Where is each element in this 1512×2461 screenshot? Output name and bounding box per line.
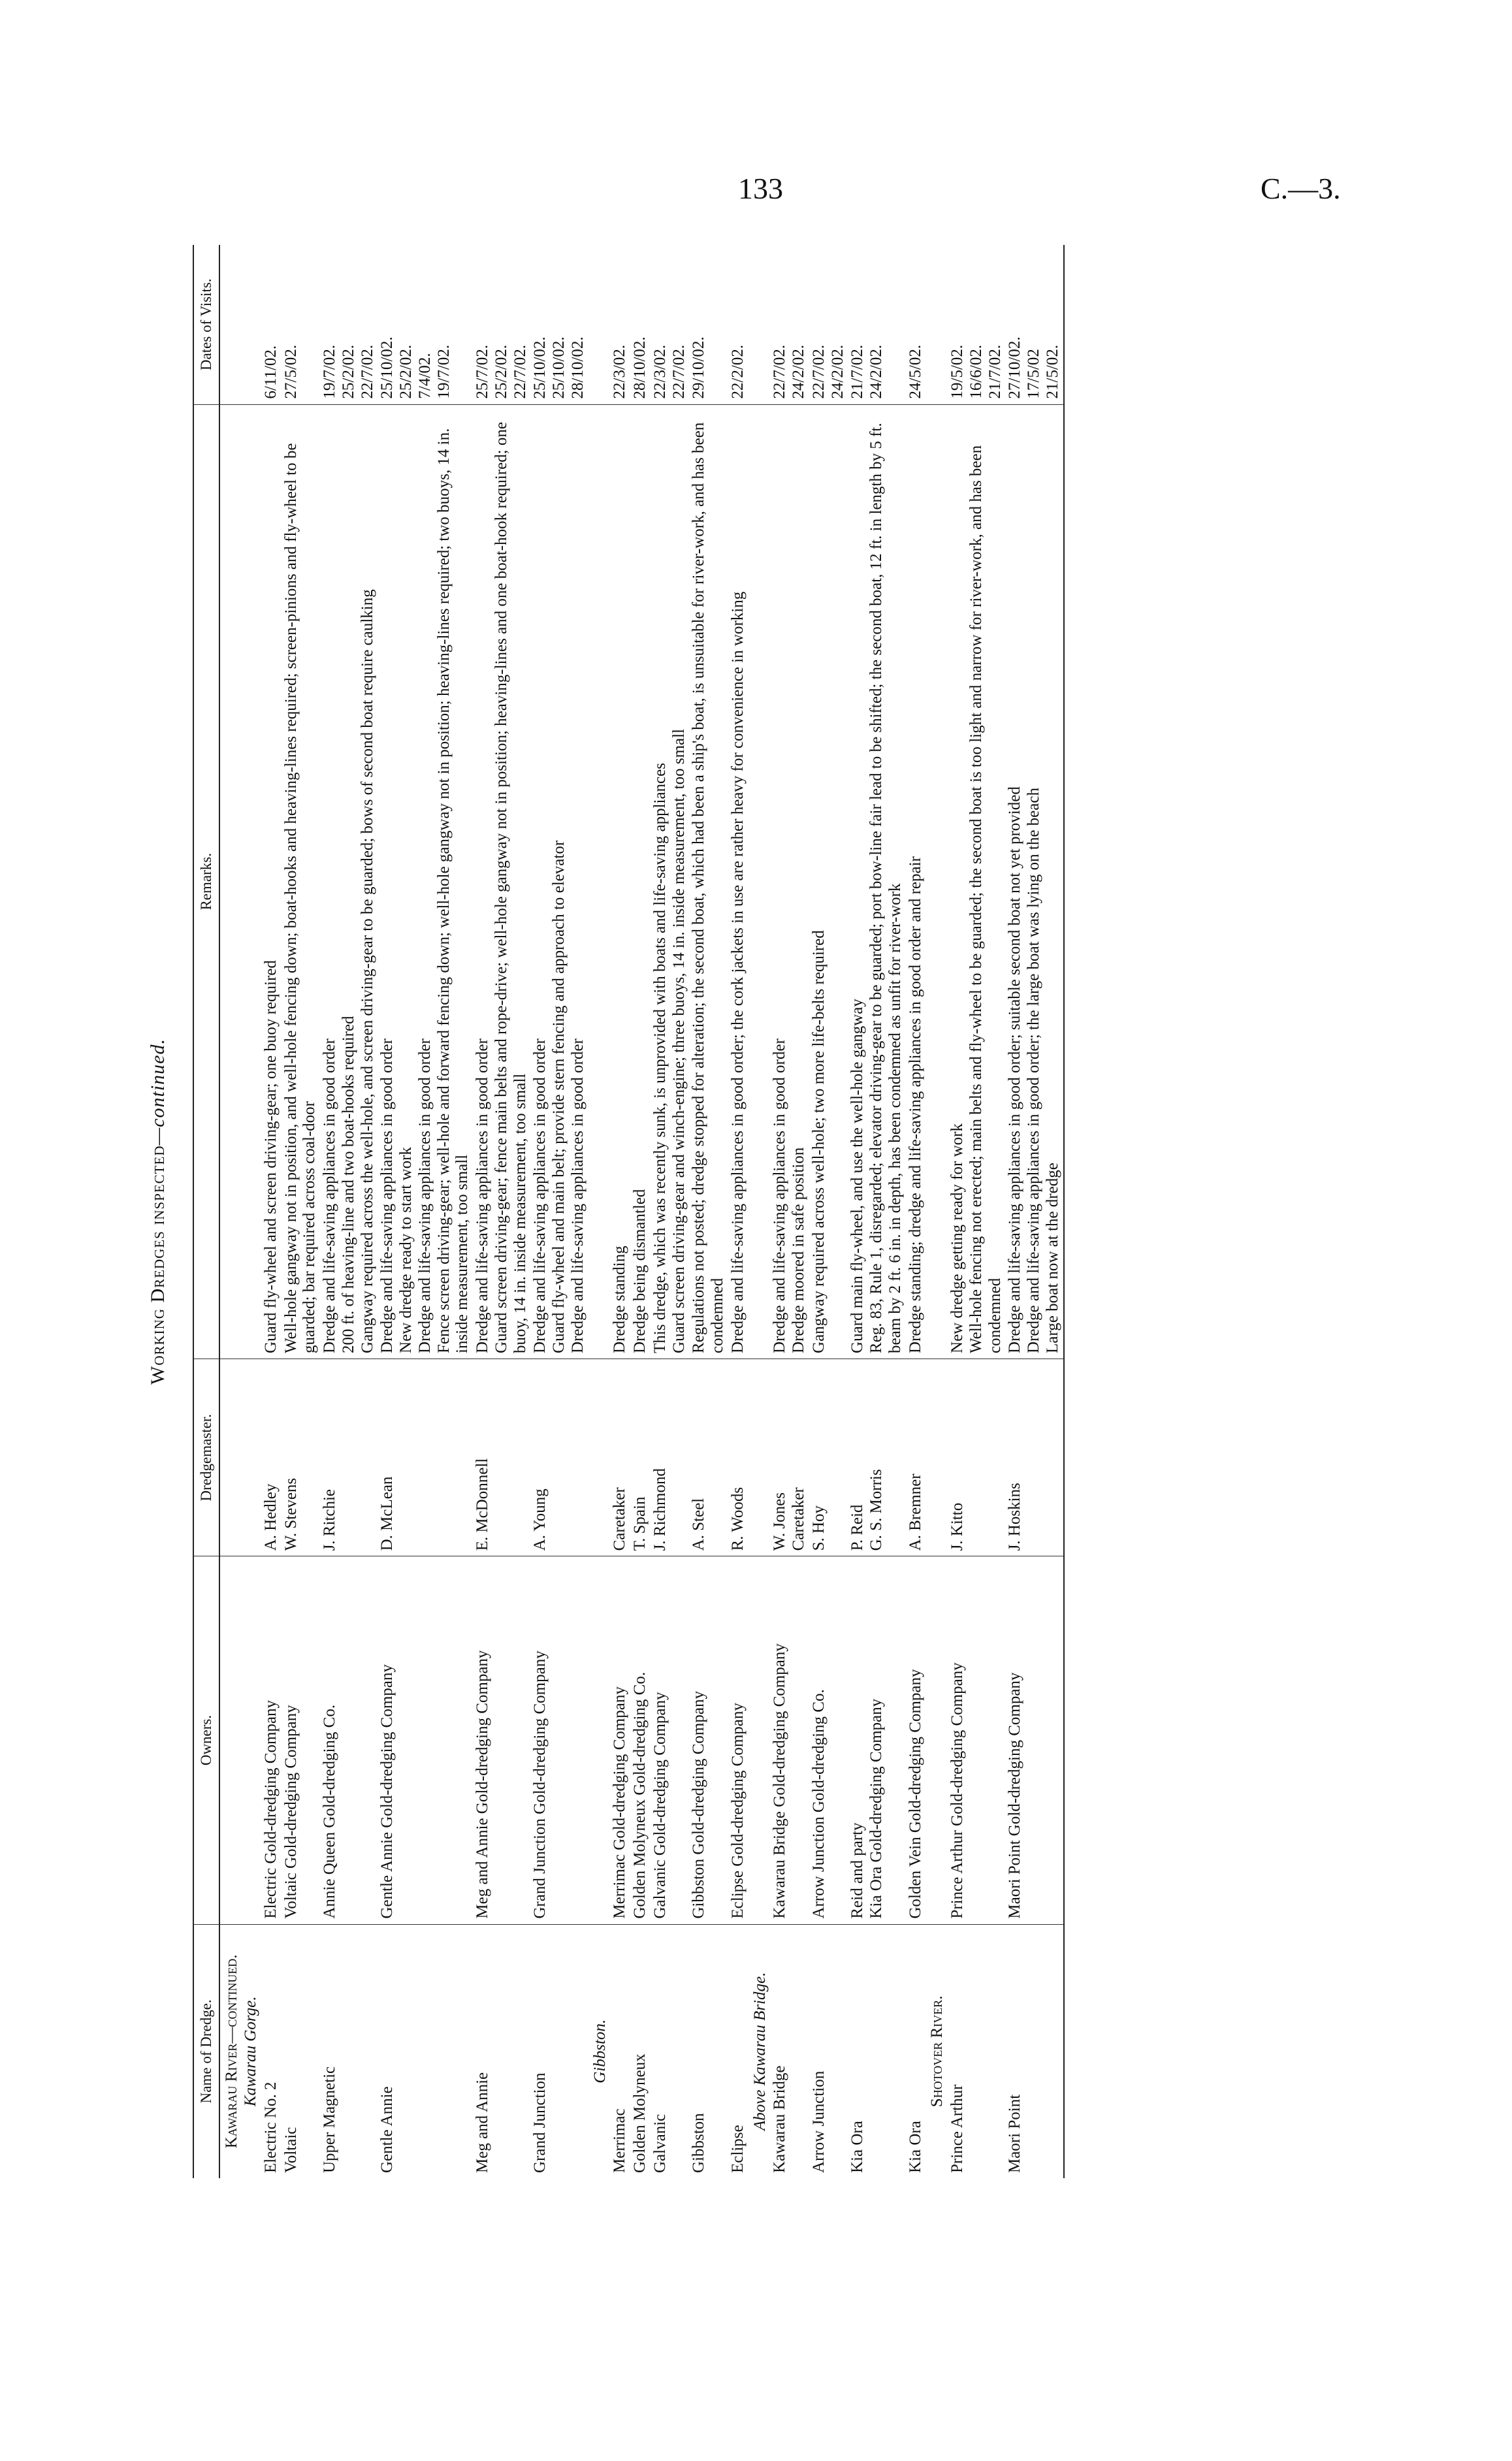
remarks-line: Guard main fly-wheel, and use the well-hole gangway: [848, 999, 867, 1353]
remarks-line: Dredge being dismantled: [631, 1189, 649, 1353]
empty-cell: [588, 245, 611, 404]
dredgemaster-line: P. Reid: [848, 1504, 867, 1551]
section-row: [748, 245, 771, 2178]
dredge-name: [651, 1924, 690, 2178]
dredgemaster-line: W. Stevens: [281, 1477, 300, 1551]
dredgemaster-cell: [809, 1359, 848, 1556]
owner-cell: [1005, 1556, 1063, 1924]
remarks-cell: [809, 404, 848, 1359]
remarks-line: Dredge and life-saving appliances in good order: [568, 1038, 587, 1353]
date-line: 16/6/02.: [967, 344, 985, 399]
owner-cell: [610, 1556, 630, 1924]
date-line: 22/7/02.: [669, 344, 688, 399]
empty-cell: [588, 1359, 611, 1556]
owner-line: Prince Arthur Gold-dredging Company: [948, 1662, 967, 1919]
empty-cell: [748, 245, 771, 404]
table-header-row: [193, 245, 219, 2178]
dates-cell: [651, 245, 690, 404]
empty-cell: [588, 1556, 611, 1924]
date-line: 25/10/02.: [531, 336, 549, 399]
dredge-name: [378, 1924, 473, 2178]
dredge-name-line: Kia Ora: [906, 2121, 924, 2173]
dates-cell: [320, 245, 378, 404]
dredgemaster-line: D. McLean: [378, 1476, 396, 1551]
dredgemaster-line: T. Spain: [631, 1496, 649, 1551]
owner-line: Kawarau Bridge Gold-dredging Company: [771, 1643, 789, 1919]
remarks-cell: [261, 404, 281, 1359]
owner-cell: [770, 1556, 809, 1924]
remarks-cell: [530, 404, 588, 1359]
empty-cell: [219, 245, 261, 404]
dredge-name: [610, 1924, 630, 2178]
dredgemaster-line: E. McDonnell: [474, 1458, 492, 1551]
dredge-name: [281, 1924, 321, 2178]
empty-cell: [925, 1359, 948, 1556]
empty-cell: [219, 404, 261, 1359]
remarks-line: Guard fly-wheel and main belt; provide stern fencing and approach to elevator: [550, 840, 568, 1353]
remarks-line: Large boat now at the dredge: [1043, 1163, 1061, 1353]
date-line: 24/5/02.: [906, 344, 924, 399]
date-line: 25/7/02.: [474, 344, 492, 399]
table-row: [1005, 245, 1063, 2178]
date-line: 25/10/02.: [378, 336, 396, 399]
date-line: 22/2/02.: [728, 344, 747, 399]
date-line: 6/11/02.: [261, 345, 280, 399]
dredge-name-line: Kia Ora: [848, 2121, 867, 2173]
remarks-cell: [948, 404, 1005, 1359]
dredge-name: [770, 1924, 809, 2178]
remarks-line: Dredge standing; dredge and life-saving appliances in good order and repair: [906, 856, 924, 1353]
dates-cell: [689, 245, 728, 404]
dredgemaster-cell: [473, 1359, 530, 1556]
dredgemaster-line: J. Richmond: [651, 1468, 669, 1551]
owner-cell: [261, 1556, 281, 1924]
dredgemaster-cell: [530, 1359, 588, 1556]
empty-cell: [588, 404, 611, 1359]
rotated-table-page: [147, 245, 1332, 2178]
dates-cell: [530, 245, 588, 404]
empty-cell: [748, 404, 771, 1359]
dates-cell: [848, 245, 905, 404]
dredge-name-line: Upper Magnetic: [321, 2066, 339, 2173]
date-line: 19/7/02.: [321, 344, 339, 399]
section-cell: [925, 1924, 948, 2178]
date-line: 22/3/02.: [651, 344, 669, 399]
owner-cell: [530, 1556, 588, 1924]
date-line: 22/7/02.: [358, 344, 376, 399]
dates-cell: [473, 245, 530, 404]
remarks-line: New dredge getting ready for work: [948, 1123, 967, 1353]
empty-cell: [925, 404, 948, 1359]
dredgemaster-line: J. Ritchie: [321, 1488, 339, 1551]
table-row: [320, 245, 378, 2178]
remarks-line: Dredge and life-saving appliances in good order: [771, 1038, 789, 1353]
table-row: [473, 245, 530, 2178]
table-row: [848, 245, 905, 2178]
remarks-cell: [848, 404, 905, 1359]
section-subtitle: Above Kawarau Bridge.: [750, 1972, 769, 2131]
dredge-name: [1005, 1924, 1063, 2178]
remarks-line: Fence screen driving-gear; well-hole and forward fencing down; well-hole gangway not in position; heaving-lines required; two buoys, 14 in. inside measurement, too small: [434, 428, 472, 1353]
dredgemaster-cell: [906, 1359, 926, 1556]
dredgemaster-line: A. Steel: [690, 1498, 708, 1551]
empty-cell: [748, 1359, 771, 1556]
owner-cell: [689, 1556, 728, 1924]
remarks-line: Dredge and life-saving appliances in good order; the large boat was lying on the beach: [1025, 788, 1043, 1353]
remarks-line: Dredge and life-saving appliances in good order; suitable second boat not yet provided: [1006, 786, 1024, 1353]
dredge-name-line: Kawarau Bridge: [771, 2065, 789, 2173]
section-cell: [588, 1924, 611, 2178]
table-row: [651, 245, 690, 2178]
remarks-cell: [728, 404, 748, 1359]
remarks-line: Guard screen driving-gear and winch-engine; three buoys, 14 in. inside measurement, too small: [669, 728, 688, 1353]
dredge-name-line: Gibbston: [690, 2113, 708, 2173]
empty-cell: [925, 1556, 948, 1924]
dredgemaster-line: A. Hedley: [261, 1483, 280, 1551]
date-line: 24/2/02.: [790, 344, 808, 399]
dredge-name-line: Golden Molyneux: [631, 2053, 649, 2173]
dredge-name-line: Eclipse: [728, 2125, 747, 2173]
owner-cell: [473, 1556, 530, 1924]
dredgemaster-cell: [378, 1359, 473, 1556]
owner-line: Meg and Annie Gold-dredging Company: [474, 1650, 492, 1919]
table-row: [948, 245, 1005, 2178]
remarks-cell: [651, 404, 690, 1359]
dredge-name-line: Maori Point: [1006, 2094, 1024, 2173]
owner-cell: [320, 1556, 378, 1924]
section-row: [925, 245, 948, 2178]
dredge-name: [689, 1924, 728, 2178]
table-row: [281, 245, 321, 2178]
remarks-cell: [473, 404, 530, 1359]
owner-cell: [809, 1556, 848, 1924]
page-number: 133: [738, 172, 783, 205]
dredge-name: [848, 1924, 905, 2178]
owner-cell: [948, 1556, 1005, 1924]
date-line: 21/7/02.: [848, 344, 867, 399]
dates-cell: [1005, 245, 1063, 404]
owner-cell: [906, 1556, 926, 1924]
date-line: 25/2/02.: [397, 344, 415, 399]
table-row: [630, 245, 651, 2178]
dredgemaster-cell: [728, 1359, 748, 1556]
owner-cell: [378, 1556, 473, 1924]
dredge-name-line: Grand Junction: [531, 2072, 549, 2173]
owner-line: Gibbston Gold-dredging Company: [690, 1691, 708, 1919]
table-row: [261, 245, 281, 2178]
dredgemaster-cell: [651, 1359, 690, 1556]
dredge-name-line: Merrimac: [611, 2108, 629, 2173]
dredge-name-line: Gentle Annie: [378, 2086, 396, 2173]
dredgemaster-cell: [948, 1359, 1005, 1556]
section-subtitle: Kawarau Gorge.: [242, 1996, 260, 2107]
dredgemaster-cell: [261, 1359, 281, 1556]
remarks-line: Dredge and life-saving appliances in good order: [378, 1038, 396, 1353]
dredgemaster-line: S. Hoy: [809, 1505, 828, 1551]
dredge-name: [320, 1924, 378, 2178]
remarks-line: Dredge and life-saving appliances in good order; the cork jackets in use are rather heavy for convenience in working: [728, 591, 747, 1353]
date-line: 27/10/02.: [1006, 336, 1024, 399]
remarks-line: Dredge and life-saving appliances in good order: [321, 1038, 339, 1353]
table-row: [809, 245, 848, 2178]
dredge-name: [948, 1924, 1005, 2178]
date-line: 25/2/02.: [492, 344, 510, 399]
table-body: [219, 245, 1063, 2178]
remarks-line: Gangway required across well-hole; two more life-belts required: [809, 930, 828, 1353]
dredgemaster-cell: [1005, 1359, 1063, 1556]
date-line: 19/7/02.: [434, 344, 453, 399]
dredge-name: [473, 1924, 530, 2178]
remarks-cell: [320, 404, 378, 1359]
owner-line: Eclipse Gold-dredging Company: [728, 1703, 747, 1919]
dredges-table: [193, 245, 1065, 2178]
dates-cell: [770, 245, 809, 404]
empty-cell: [925, 245, 948, 404]
dates-cell: [630, 245, 651, 404]
owner-line: Grand Junction Gold-dredging Company: [531, 1650, 549, 1919]
dredge-name-line: Galvanic: [651, 2114, 669, 2173]
remarks-line: Dredge moored in safe position: [790, 1147, 808, 1353]
date-line: 24/2/02.: [867, 344, 886, 399]
date-line: 22/3/02.: [611, 344, 629, 399]
dredgemaster-cell: [610, 1359, 630, 1556]
owner-line: Kia Ora Gold-dredging Company: [867, 1698, 886, 1919]
remarks-line: Well-hole gangway not in position, and well-hole fencing down; boat-hooks and heaving-lines required; screen-pinions and fly-wheel to be guarded; bar required across coal-door: [281, 443, 319, 1353]
dredgemaster-cell: [320, 1359, 378, 1556]
section-title: Shotover River.: [928, 1995, 946, 2108]
dredge-name-line: Arrow Junction: [809, 2070, 828, 2173]
owner-line: Voltaic Gold-dredging Company: [281, 1705, 300, 1919]
remarks-line: Reg. 83, Rule 1, disregarded; elevator driving-gear to be guarded; port bow-line fair lead to be shifted; the second boat, 12 ft. in length by 5 ft. beam by 2 ft. 6 in. in depth, has been condemned as unfit for river-work: [867, 423, 904, 1353]
dredge-name: [906, 1924, 926, 2178]
table-row: [610, 245, 630, 2178]
remarks-line: Dredge standing: [611, 1246, 629, 1353]
remarks-cell: [770, 404, 809, 1359]
dates-cell: [906, 245, 926, 404]
table-row: [906, 245, 926, 2178]
table-row: [530, 245, 588, 2178]
remarks-line: This dredge, which was recently sunk, is unprovided with boats and life-saving appliances: [651, 763, 669, 1353]
table-row: [378, 245, 473, 2178]
dredgemaster-line: A. Bremner: [906, 1473, 924, 1551]
remarks-line: Dredge and life-saving appliances in good order: [415, 1038, 434, 1353]
date-line: 22/7/02.: [771, 344, 789, 399]
owner-cell: [848, 1556, 905, 1924]
owner-line: Annie Queen Gold-dredging Co.: [321, 1704, 339, 1919]
empty-cell: [748, 1556, 771, 1924]
dredgemaster-cell: [281, 1359, 321, 1556]
owner-line: Merrimac Gold-dredging Company: [611, 1686, 629, 1919]
date-line: 21/7/02.: [986, 344, 1004, 399]
date-line: 27/5/02.: [281, 344, 300, 399]
section-cell: [219, 1924, 261, 2178]
section-row: [588, 245, 611, 2178]
dredge-name: [809, 1924, 848, 2178]
dredgemaster-cell: [770, 1359, 809, 1556]
date-line: 24/2/02.: [828, 344, 846, 399]
dates-cell: [809, 245, 848, 404]
empty-cell: [219, 1556, 261, 1924]
owner-line: Galvanic Gold-dredging Company: [651, 1692, 669, 1919]
owner-cell: [281, 1556, 321, 1924]
date-line: 22/7/02.: [809, 344, 828, 399]
header-dredgemaster: Dredgemaster.: [193, 1359, 219, 1556]
header-owners: Owners.: [193, 1556, 219, 1924]
dates-cell: [948, 245, 1005, 404]
remarks-cell: [689, 404, 728, 1359]
dredgemaster-line: W. Jones: [771, 1492, 789, 1551]
dredge-name: [261, 1924, 281, 2178]
empty-cell: [219, 1359, 261, 1556]
remarks-line: 200 ft. of heaving-line and two boat-hooks required: [339, 1016, 357, 1353]
date-line: 17/5/02: [1025, 349, 1043, 399]
remarks-line: Guard screen driving-gear; fence main belts and rope-drive; well-hole gangway not in position; heaving-lines and one boat-hook required; one buoy, 14 in. inside measurement, too small: [492, 422, 529, 1353]
owner-line: Gentle Annie Gold-dredging Company: [378, 1664, 396, 1919]
remarks-cell: [1005, 404, 1063, 1359]
dredgemaster-cell: [630, 1359, 651, 1556]
section-cell: [748, 1924, 771, 2178]
dredgemaster-line: G. S. Morris: [867, 1469, 886, 1551]
remarks-line: New dredge ready to start work: [397, 1147, 415, 1353]
dredgemaster-line: Caretaker: [790, 1487, 808, 1551]
remarks-cell: [281, 404, 321, 1359]
remarks-line: Dredge and life-saving appliances in good order: [474, 1038, 492, 1353]
dredge-name: [728, 1924, 748, 2178]
date-line: 7/4/02.: [415, 353, 434, 399]
remarks-cell: [378, 404, 473, 1359]
owner-cell: [728, 1556, 748, 1924]
dates-cell: [281, 245, 321, 404]
owner-line: Golden Vein Gold-dredging Company: [906, 1669, 924, 1919]
header-dates: Dates of Visits.: [193, 245, 219, 404]
date-line: 28/10/02.: [631, 336, 649, 399]
remarks-line: Regulations not posted; dredge stopped for alteration; the second boat, which had been a ship's boat, is unsuitable for river-work, and has been condemned: [690, 422, 727, 1353]
date-line: 25/10/02.: [550, 336, 568, 399]
dredgemaster-line: J. Kitto: [948, 1502, 967, 1551]
remarks-line: Gangway required across the well-hole, and screen driving-gear to be guarded; bows of second boat require caulking: [358, 589, 376, 1353]
remarks-line: Dredge and life-saving appliances in good order: [531, 1038, 549, 1353]
owner-line: Electric Gold-dredging Company: [261, 1699, 280, 1919]
remarks-cell: [610, 404, 630, 1359]
dredgemaster-line: A. Young: [531, 1488, 549, 1551]
date-line: 29/10/02.: [690, 336, 708, 399]
dredgemaster-line: Caretaker: [611, 1487, 629, 1551]
table-row: [728, 245, 748, 2178]
dredgemaster-line: R. Woods: [728, 1487, 747, 1551]
date-line: 22/7/02.: [511, 344, 529, 399]
table-row: [689, 245, 728, 2178]
owner-cell: [630, 1556, 651, 1924]
dredge-name: [530, 1924, 588, 2178]
table-title-continued: —continued.: [147, 1038, 169, 1146]
dredgemaster-line: J. Hoskins: [1006, 1483, 1024, 1551]
dredge-name: [630, 1924, 651, 2178]
dredge-name-line: Electric No. 2: [261, 2082, 280, 2173]
dredgemaster-cell: [689, 1359, 728, 1556]
dredge-name-line: Prince Arthur: [948, 2084, 967, 2173]
owner-line: Golden Molyneux Gold-dredging Co.: [631, 1671, 649, 1919]
dates-cell: [728, 245, 748, 404]
dredgemaster-cell: [848, 1359, 905, 1556]
header-name: Name of Dredge.: [193, 1924, 219, 2178]
section-subtitle: Gibbston.: [590, 2019, 609, 2083]
date-line: 21/5/02.: [1043, 344, 1061, 399]
owner-line: Arrow Junction Gold-dredging Co.: [809, 1689, 828, 1919]
remarks-cell: [906, 404, 926, 1359]
date-line: 25/2/02.: [339, 344, 357, 399]
dredge-name-line: Voltaic: [281, 2127, 300, 2173]
date-line: 28/10/02.: [568, 336, 587, 399]
dates-cell: [378, 245, 473, 404]
dates-cell: [610, 245, 630, 404]
table-title-text: Working Dredges inspected: [147, 1145, 169, 1385]
dates-cell: [261, 245, 281, 404]
dredge-name-line: Meg and Annie: [474, 2072, 492, 2173]
remarks-line: Well-hole fencing not erected; main belts and fly-wheel to be guarded; the second boat is too light and narrow for river-work, and has been condemned: [967, 445, 1004, 1353]
page-reference: C.—3.: [1261, 172, 1341, 205]
section-row: [219, 245, 261, 2178]
owner-line: Reid and party: [848, 1822, 867, 1919]
owner-line: Maori Point Gold-dredging Company: [1006, 1672, 1024, 1919]
table-title: [147, 245, 169, 2178]
date-line: 19/5/02.: [948, 344, 967, 399]
section-title: Kawarau River—continued.: [223, 1954, 241, 2149]
owner-cell: [651, 1556, 690, 1924]
header-remarks: Remarks.: [193, 404, 219, 1359]
table-row: [770, 245, 809, 2178]
remarks-line: Guard fly-wheel and screen driving-gear; one buoy required: [261, 960, 280, 1353]
remarks-cell: [630, 404, 651, 1359]
